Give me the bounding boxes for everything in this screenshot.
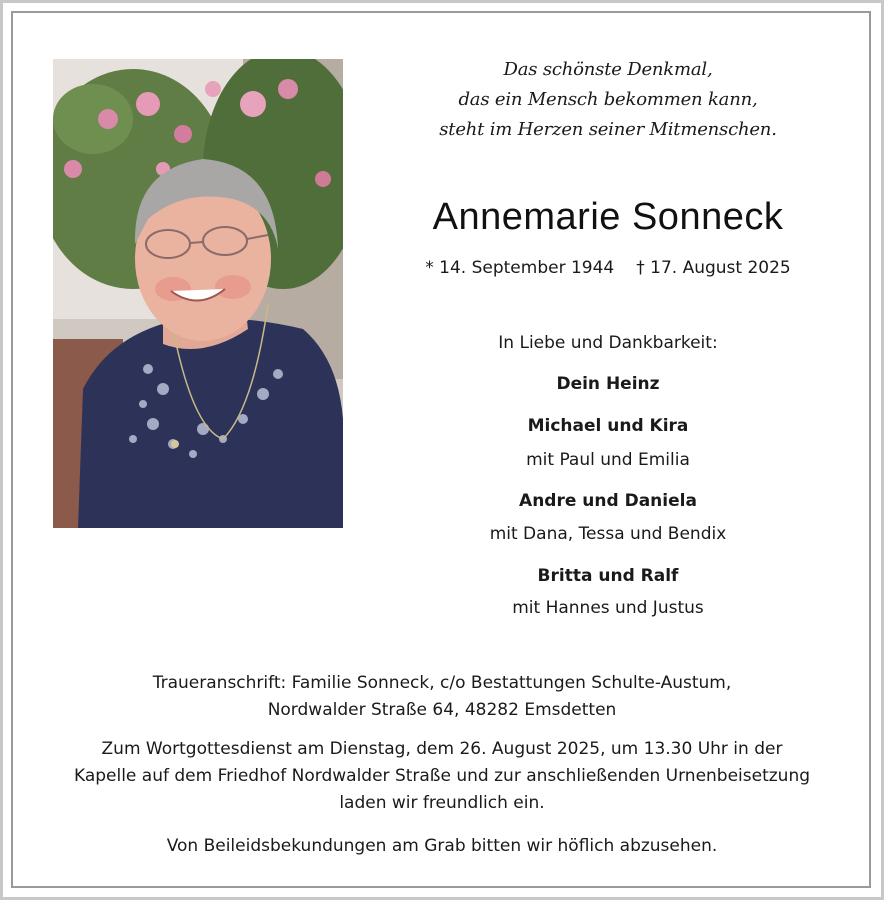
mourner-group-name: Dein Heinz	[556, 374, 660, 394]
mourner-group-name: Britta und Ralf	[537, 566, 679, 586]
quote-line-1: Das schönste Denkmal,	[503, 59, 713, 80]
death-date: † 17. August 2025	[636, 258, 791, 278]
birth-date: * 14. September 1944	[425, 258, 615, 278]
mourner-group-children: mit Paul und Emilia	[526, 450, 690, 470]
mourner-group-children: mit Dana, Tessa und Bendix	[489, 524, 727, 544]
address-line-1: Traueranschrift: Familie Sonneck, c/o Bestattungen Schulte-Austum,	[152, 673, 732, 693]
memorial-quote	[390, 55, 826, 145]
mourners-intro: In Liebe und Dankbarkeit:	[498, 333, 718, 353]
service-line-2: Kapelle auf dem Friedhof Nordwalder Straße und zur anschließenden Urnenbeisetzung	[73, 766, 811, 786]
deceased-name: Annemarie Sonneck	[432, 196, 784, 238]
service-announcement	[20, 736, 864, 817]
life-dates	[390, 256, 826, 280]
condolence-note: Von Beileidsbekundungen am Grab bitten wir höflich abzusehen.	[166, 836, 718, 856]
mourner-group-children: mit Hannes und Justus	[512, 598, 704, 618]
address-line-2: Nordwalder Straße 64, 48282 Emsdetten	[267, 700, 617, 720]
service-line-1: Zum Wortgottesdienst am Dienstag, dem 26. August 2025, um 13.30 Uhr in der	[101, 739, 783, 759]
portrait-photo	[53, 59, 343, 528]
service-line-3: laden wir freundlich ein.	[339, 793, 545, 813]
mourner-group-name: Andre und Daniela	[519, 491, 697, 511]
mourner-group-name: Michael und Kira	[527, 416, 689, 436]
mourning-address	[20, 670, 864, 724]
quote-line-2: das ein Mensch bekommen kann,	[458, 89, 758, 110]
quote-line-3: steht im Herzen seiner Mitmenschen.	[439, 119, 777, 140]
